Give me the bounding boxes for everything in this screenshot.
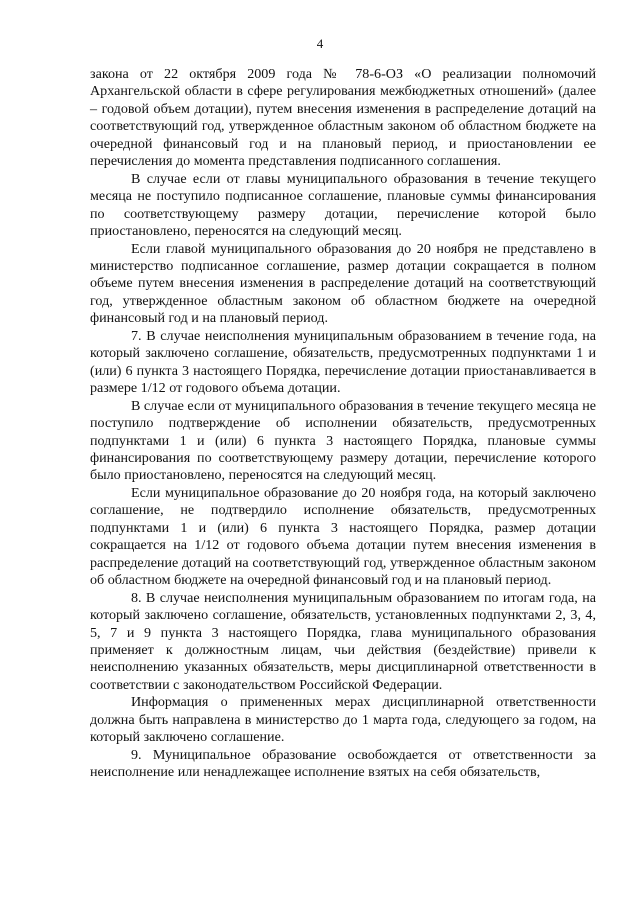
paragraph-item-9: 9. Муниципальное образование освобождается от ответственности за неисполнение или ненадлежащее исполнение взятых на себя обязательств, bbox=[90, 746, 596, 781]
paragraph: Если главой муниципального образования до 20 ноября не представлено в министерство подписанное соглашение, размер дотации сокращается в полном объеме путем внесения изменения в распределение дотаций на соответствующий год, утвержденное областным законом об областном бюджете на очередной финансовый год и на плановый период. bbox=[90, 240, 596, 327]
paragraph: В случае если от главы муниципального образования в течение текущего месяца не поступило подписанное соглашение, плановые суммы финансирования по соответствующему размеру дотации, перечисление которой было приостановлено, переносятся на следующий месяц. bbox=[90, 170, 596, 240]
paragraph: Информация о примененных мерах дисциплинарной ответственности должна быть направлена в министерство до 1 марта года, следующего за годом, на который заключено соглашение. bbox=[90, 694, 596, 746]
document-body bbox=[90, 66, 596, 782]
paragraph-item-8: 8. В случае неисполнения муниципальным образованием по итогам года, на который заключено соглашение, обязательств, установленных подпунктами 2, 3, 4, 5, 7 и 9 пункта 3 настоящего Порядка, глава муниципального образования применяет к должностным лицам, чьи действия (бездействие) привели к неисполнению указанных обязательств, меры дисциплинарной ответственности в соответствии с законодательством Российской Федерации. bbox=[90, 589, 596, 693]
paragraph: Если муниципальное образование до 20 ноября года, на который заключено соглашение, не подтвердило исполнение обязательств, предусмотренных подпунктами 1 и (или) 6 пункта 3 настоящего Порядка, размер дотации сокращается на 1/12 от годового объема дотации путем внесения изменения в распределение дотаций на соответствующий год, утвержденное областным законом об областном бюджете на очередной финансовый год и на плановый период. bbox=[90, 484, 596, 589]
paragraph-item-7: 7. В случае неисполнения муниципальным образованием в течение года, на который заключено соглашение, обязательств, предусмотренных подпунктами 1 и (или) 6 пункта 3 настоящего Порядка, перечисление дотации приостанавливается в размере 1/12 от годового объема дотации. bbox=[90, 327, 596, 397]
page-number: 4 bbox=[316, 36, 324, 51]
paragraph: В случае если от муниципального образования в течение текущего месяца не поступило подтверждение об исполнении обязательств, предусмотренных подпунктами 1 и (или) 6 пункта 3 настоящего Порядка, плановые суммы финансирования по соответствующему размеру дотации, перечисление которого было приостановлено, переносятся на следующий месяц. bbox=[90, 397, 596, 484]
paragraph-continuation: закона от 22 октября 2009 года № 78-6-ОЗ «О реализации полномочий Архангельской области в сфере регулирования межбюджетных отношений» (далее – годовой объем дотации), путем внесения изменения в распределение дотаций на соответствующий год, утвержденное областным законом об областном бюджете на очередной финансовый год и на плановый период, и приостановлении ее перечисления до момента представления подписанного соглашения. bbox=[90, 66, 596, 170]
